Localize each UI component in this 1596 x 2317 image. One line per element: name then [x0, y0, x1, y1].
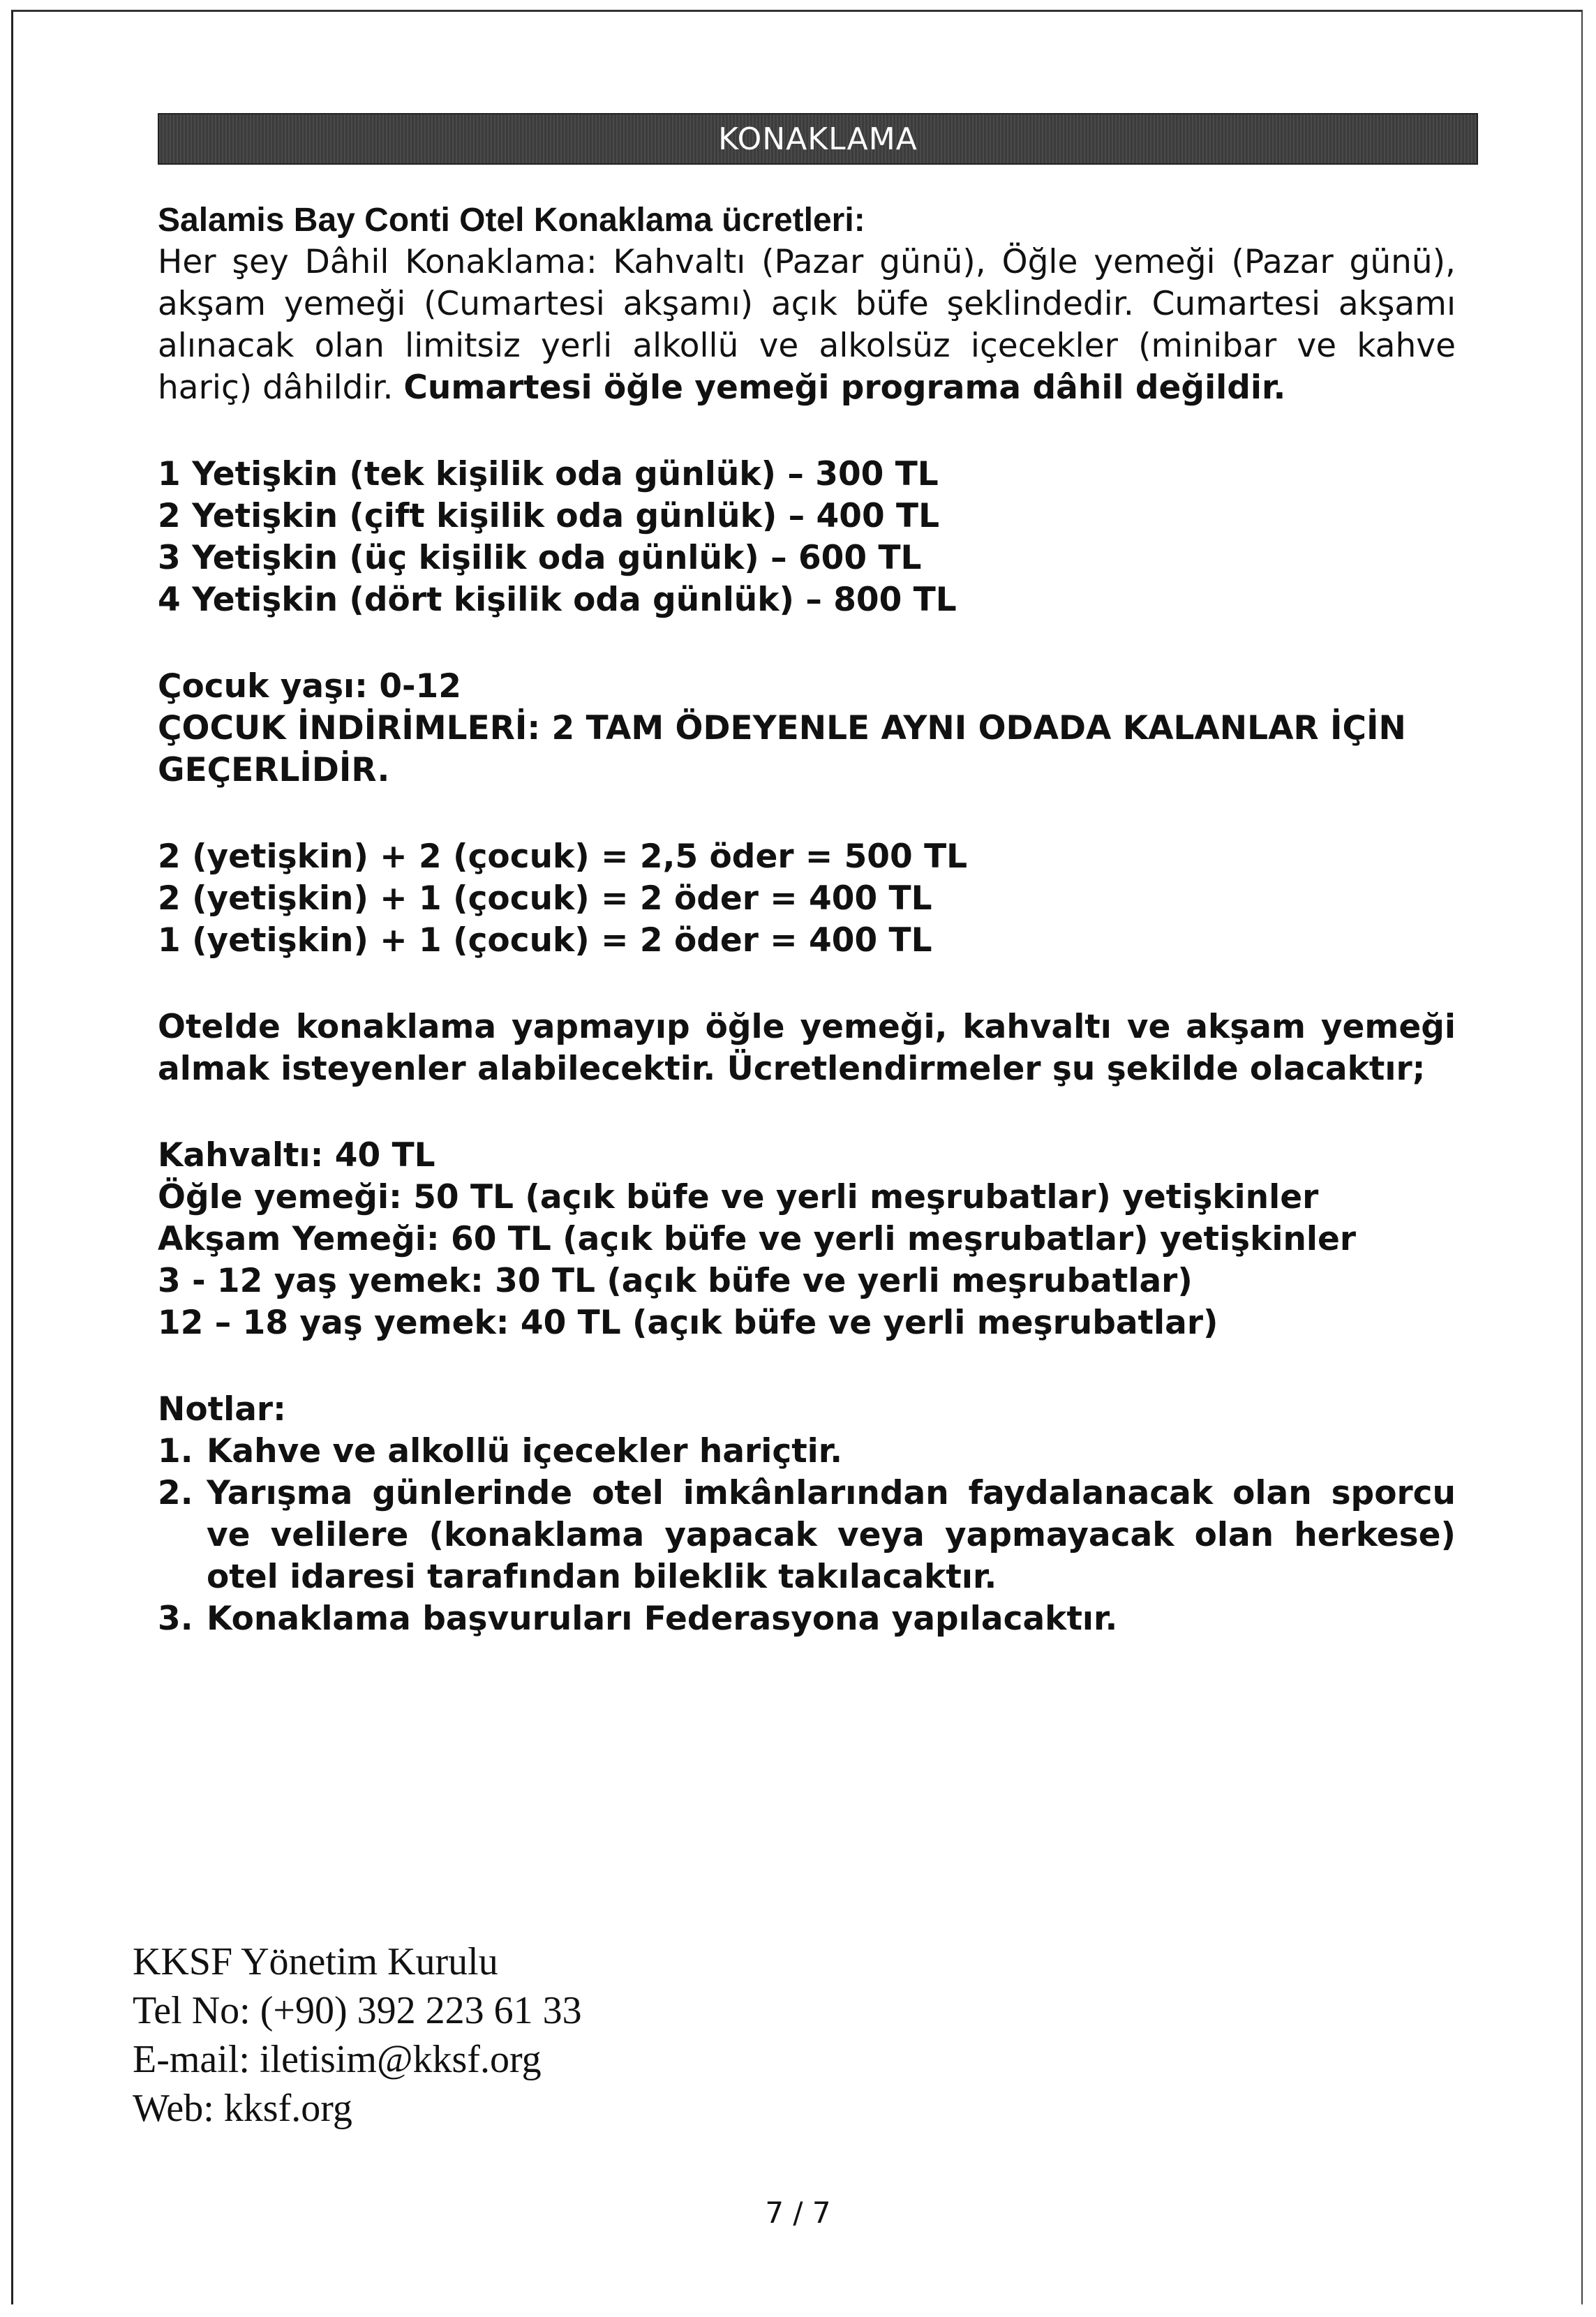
- intro-body-bold: Cumartesi öğle yemeği programa dâhil değildir.: [403, 368, 1286, 407]
- note-item: [158, 1473, 1456, 1598]
- page-number: 7 / 7: [765, 2196, 831, 2230]
- notes-title: Notlar:: [158, 1390, 286, 1429]
- room-price-item: 3 Yetişkin (üç kişilik oda günlük) – 600 TL: [158, 539, 922, 577]
- intro-paragraph: [158, 241, 1456, 409]
- intro-title: Salamis Bay Conti Otel Konaklama ücretleri:: [158, 202, 865, 239]
- note-text: Konaklama başvuruları Federasyona yapılacaktır.: [207, 1600, 1118, 1638]
- family-price-list: [158, 836, 1456, 962]
- child-age: Çocuk yaşı: 0-12: [158, 667, 461, 706]
- banner-title: KONAKLAMA: [718, 121, 918, 157]
- intro-body-text: Her şey Dâhil Konaklama: Kahvaltı (Pazar günü), Öğle yemeği (Pazar günü), akşam yemeği (Cumartesi akşamı) açık büfe şeklindedir. Cumartesi akşamı alınacak olan limitsiz yerli alkollü ve alkolsüz içecekler (minibar ve kahve hariç) dâhildir.: [158, 243, 1456, 407]
- footer-org: KKSF Yönetim Kurulu: [133, 1940, 498, 1983]
- family-price-item: 1 (yetişkin) + 1 (çocuk) = 2 öder = 400 TL: [158, 921, 932, 960]
- meal-price-item: Akşam Yemeği: 60 TL (açık büfe ve yerli meşrubatlar) yetişkinler: [158, 1220, 1357, 1258]
- meal-price-item: Kahvaltı: 40 TL: [158, 1136, 435, 1175]
- family-price-item: 2 (yetişkin) + 2 (çocuk) = 2,5 öder = 500 TL: [158, 837, 968, 876]
- room-price-item: 2 Yetişkin (çift kişilik oda günlük) – 400 TL: [158, 497, 940, 535]
- note-number: 1.: [158, 1432, 193, 1470]
- meal-price-item: 3 - 12 yaş yemek: 30 TL (açık büfe ve yerli meşrubatlar): [158, 1262, 1193, 1300]
- note-number: 3.: [158, 1600, 193, 1638]
- meal-price-item: 12 – 18 yaş yemek: 40 TL (açık büfe ve yerli meşrubatlar): [158, 1304, 1218, 1342]
- notes-list: [158, 1431, 1456, 1640]
- room-price-list: [158, 454, 1456, 621]
- room-price-item: 4 Yetişkin (dört kişilik oda günlük) – 800 TL: [158, 581, 957, 619]
- section-banner: [158, 113, 1478, 165]
- child-discount-note: ÇOCUK İNDİRİMLERİ: 2 TAM ÖDEYENLE AYNI ODADA KALANLAR İÇİN GEÇERLİDİR.: [158, 709, 1406, 789]
- family-price-item: 2 (yetişkin) + 1 (çocuk) = 2 öder = 400 TL: [158, 879, 932, 918]
- contact-footer: [133, 1937, 582, 2133]
- nonguest-note: Otelde konaklama yapmayıp öğle yemeği, kahvaltı ve akşam yemeği almak isteyenler alabilecektir. Ücretlendirmeler şu şekilde olacaktır;: [158, 1008, 1456, 1088]
- footer-tel: Tel No: (+90) 392 223 61 33: [133, 1989, 582, 2032]
- room-price-item: 1 Yetişkin (tek kişilik oda günlük) – 300 TL: [158, 455, 939, 493]
- note-number: 2.: [158, 1474, 193, 1512]
- footer-email: E-mail: iletisim@kksf.org: [133, 2038, 542, 2081]
- note-text: Kahve ve alkollü içecekler hariçtir.: [207, 1432, 843, 1470]
- footer-web: Web: kksf.org: [133, 2087, 352, 2130]
- document-body: [158, 200, 1456, 1640]
- meal-price-item: Öğle yemeği: 50 TL (açık büfe ve yerli meşrubatlar) yetişkinler: [158, 1178, 1319, 1216]
- meal-price-list: [158, 1135, 1456, 1344]
- note-text: Yarışma günlerinde otel imkânlarından faydalanacak olan sporcu ve velilere (konaklama yapacak veya yapmayacak olan herkese) otel idaresi tarafından bileklik takılacaktır.: [207, 1474, 1456, 1596]
- note-item: [158, 1431, 1456, 1473]
- note-item: [158, 1598, 1456, 1640]
